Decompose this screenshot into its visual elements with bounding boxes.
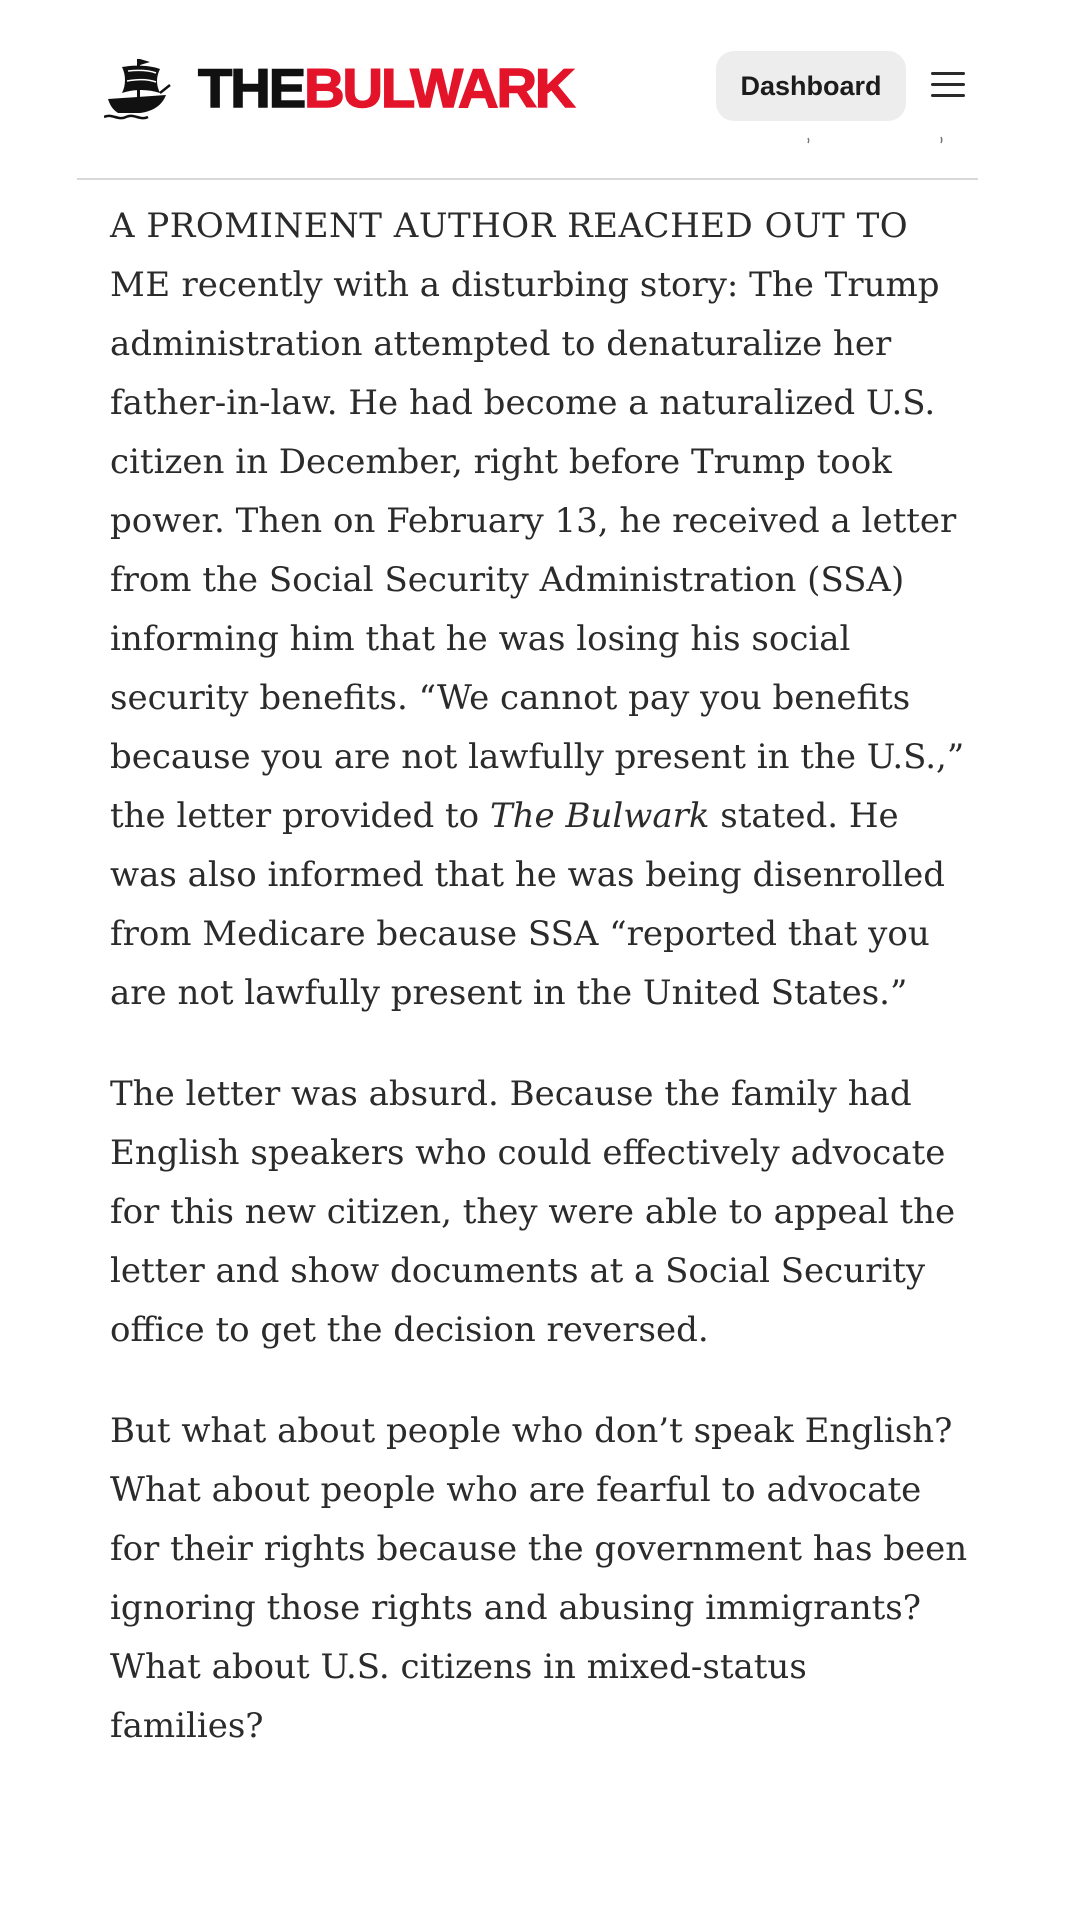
logo-text-the: THE [198, 56, 305, 119]
publication-name: The Bulwark [489, 796, 710, 836]
clipped-glyph [806, 136, 814, 144]
site-header [0, 0, 1080, 178]
article-paragraph-3: But what about people who don’t speak English? What about people who are fearful to advocate for their rights because the government has been ignoring those rights and abusing immigrants? What about U.S. citizens in mixed-status families? [110, 1411, 968, 1746]
lead-in-caps: A PROMINENT AUTHOR REACHED OUT TO ME [110, 206, 909, 305]
paragraph-text: recently with a disturbing story: The Trump administration attempted to denaturalize her father-in-law. He had become a naturalized U.S. citizen in December, right before Trump took power. Then on February 13, he received a letter from the Social Security Administration (SSA) informing him that he was losing his social security benefits. “We cannot pay you benefits because you are not lawfully present in the U.S.,” the letter provided to [110, 265, 965, 836]
article-paragraph-1 [110, 197, 970, 1023]
logo-text-bulwark: BULWARK [304, 56, 574, 119]
article-body [110, 197, 970, 1798]
hamburger-menu-icon[interactable] [931, 70, 967, 100]
logo-wordmark [198, 56, 574, 119]
clipped-glyph [938, 136, 946, 144]
header-divider [77, 178, 978, 180]
pirate-ship-icon [104, 55, 172, 121]
dashboard-button[interactable]: Dashboard [716, 51, 906, 121]
site-logo[interactable] [104, 52, 574, 124]
paragraph-text: stated. He was also informed that he was being disenrolled from Medicare because SSA “reported that you are not lawfully present in the United States.” [110, 796, 945, 1013]
article-paragraph-2: The letter was absurd. Because the family had English speakers who could effectively advocate for this new citizen, they were able to appeal the letter and show documents at a Social Security office to get the decision reversed. [110, 1074, 956, 1350]
